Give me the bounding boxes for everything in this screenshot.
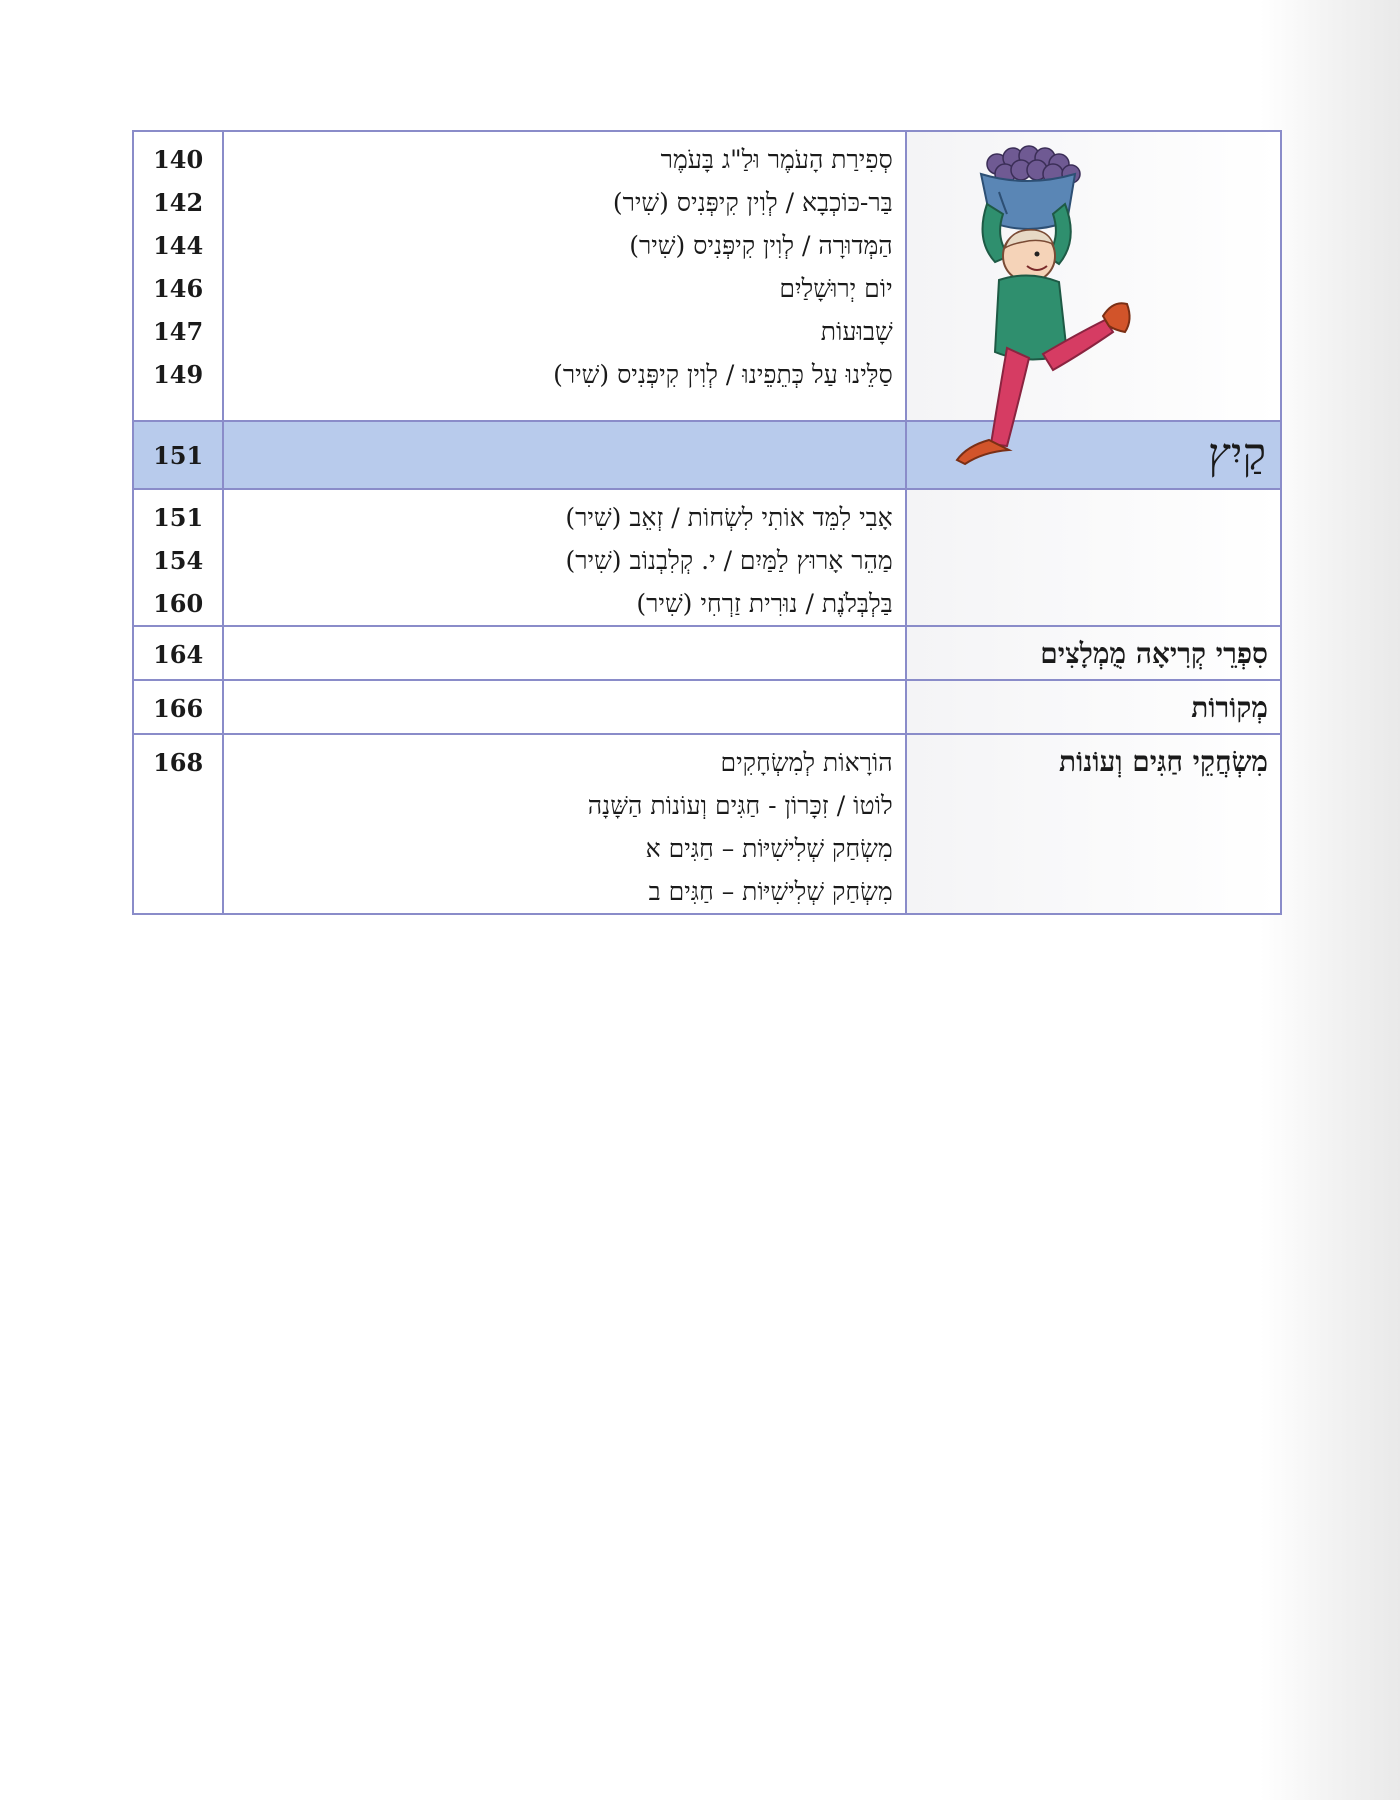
page-number[interactable]: 168: [153, 748, 204, 777]
toc-row-spring: [133, 131, 1281, 421]
toc-item[interactable]: בַּלְבְּלֹנֶת / נוּרִית זַרְחִי (שִׁיר): [636, 589, 893, 618]
child-carrying-fruit-basket-illustration: [947, 144, 1147, 474]
toc-item[interactable]: מַהֵר אָרוּץ לַמַּיִם / י. קְלִבְנוֹב (שִׁיר): [565, 546, 893, 575]
toc-item[interactable]: הוֹרָאוֹת לְמִשְׂחָקִים: [720, 748, 893, 777]
page-number[interactable]: 140: [153, 145, 204, 174]
toc-item[interactable]: סְפִירַת הָעֹמֶר וּלַ"ג בָּעֹמֶר: [660, 145, 893, 174]
page-number-cell: [133, 626, 223, 680]
band-spacer-cell: [223, 421, 905, 489]
page-number[interactable]: 151: [153, 503, 204, 532]
toc-item[interactable]: יוֹם יְרוּשָׁלַיִם: [779, 274, 893, 303]
toc-item[interactable]: מִשְׂחַק שְׁלִישִׁיּוֹת – חַגִּים ב: [648, 877, 893, 906]
section-title[interactable]: קַיִץ: [1207, 429, 1266, 480]
page-number-cell: [133, 421, 223, 489]
toc-item[interactable]: בַּר-כּוֹכְבָא / לְוִין קִיפְּנִיס (שִׁיר): [612, 188, 893, 217]
section-cell: [906, 734, 1281, 914]
toc-item[interactable]: שָׁבוּעוֹת: [820, 317, 893, 346]
page-number-cell: [133, 734, 223, 914]
section-title[interactable]: מִשְׂחֲקֵי חַגִּים וְעוֹנוֹת: [1059, 745, 1268, 778]
page-number[interactable]: 146: [153, 274, 204, 303]
section-cell: [906, 489, 1281, 626]
page-number[interactable]: 166: [153, 694, 204, 723]
items-cell: [223, 680, 905, 734]
toc-item[interactable]: מִשְׂחַק שְׁלִישִׁיּוֹת – חַגִּים א: [645, 834, 893, 863]
section-cell: [906, 626, 1281, 680]
section-cell: [906, 680, 1281, 734]
page-number[interactable]: 154: [153, 546, 204, 575]
section-title[interactable]: מְקוֹרוֹת: [1191, 691, 1268, 724]
page-number-cell: [133, 680, 223, 734]
toc-row-summer: [133, 489, 1281, 626]
toc-item[interactable]: הַמְּדוּרָה / לְוִין קִיפְּנִיס (שִׁיר): [629, 231, 893, 260]
toc-item[interactable]: סַלֵּינוּ עַל כְּתֵפֵינוּ / לְוִין קִיפְּנִיס (שִׁיר): [553, 360, 893, 389]
section-cell: [906, 131, 1281, 421]
section-title[interactable]: סִפְרֵי קְרִיאָה מֻמְלָצִים: [1040, 637, 1268, 670]
toc-row-reading-books: [133, 626, 1281, 680]
items-cell: [223, 489, 905, 626]
page-number-cell: [133, 131, 223, 421]
page-number[interactable]: 151: [153, 440, 204, 470]
items-cell: [223, 626, 905, 680]
toc-item[interactable]: לוֹטוֹ / זִכָּרוֹן - חַגִּים וְעוֹנוֹת הַשָּׁנָה: [587, 791, 893, 820]
items-cell: [223, 131, 905, 421]
page-number[interactable]: 160: [153, 589, 204, 618]
toc-row-sources: [133, 680, 1281, 734]
page-number[interactable]: 164: [153, 640, 204, 669]
table-of-contents: [132, 130, 1282, 915]
page-number[interactable]: 144: [153, 231, 204, 260]
items-cell: [223, 734, 905, 914]
page-number[interactable]: 142: [153, 188, 204, 217]
toc-item[interactable]: אָבִי לִמֵּד אוֹתִי לִשְׂחוֹת / זְאֵב (שִׁיר): [565, 503, 893, 532]
page-number[interactable]: 149: [153, 360, 204, 389]
page-number[interactable]: 147: [153, 317, 204, 346]
toc-row-games: [133, 734, 1281, 914]
page-number-cell: [133, 489, 223, 626]
